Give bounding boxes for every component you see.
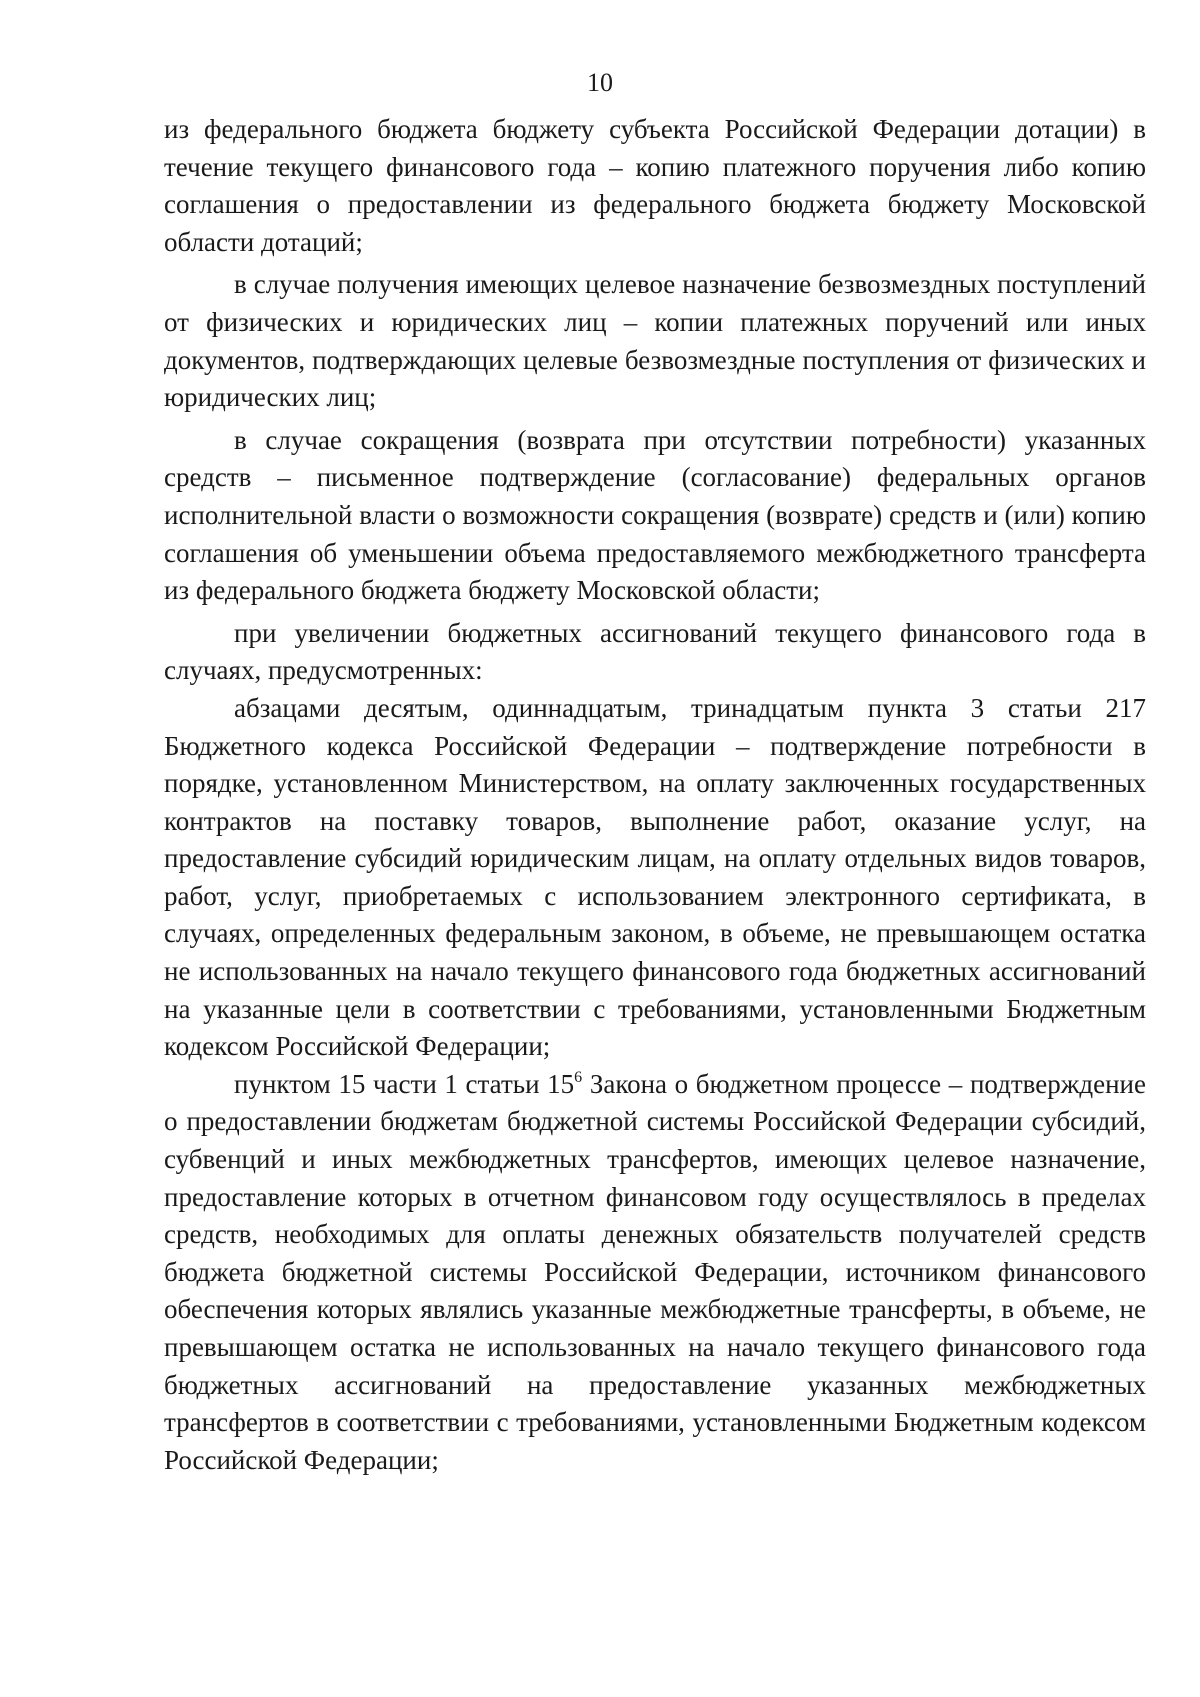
paragraph-continuation: из федерального бюджета бюджету субъекта Российской Федерации дотации) в течение текущего финансового года – копию платежного поручения либо копию соглашения о предоставлении из федерального бюджета бюджету Московской области дотаций; xyxy=(164,114,1146,257)
article-superscript: 6 xyxy=(574,1068,583,1086)
paragraph-article-217: абзацами десятым, одиннадцатым, тринадцатым пункта 3 статьи 217 Бюджетного кодекса Российской Федерации – подтверждение потребности в порядке, установленном Министерством, на оплату заключенных государственных контрактов на поставку товаров, выполнение работ, оказание услуг, на предоставление субсидий юридическим лицам, на оплату отдельных видов товаров, работ, услуг, приобретаемых с использованием электронного сертификата, в случаях, определенных федеральным законом, в объеме, не превышающем остатка не использованных на начало текущего финансового года бюджетных ассигнований на указанные цели в соответствии с требованиями, установленными Бюджетным кодексом Российской Федерации; xyxy=(164,692,1146,1062)
paragraph-article-15-6-rest: Закона о бюджетном процессе – подтверждение о предоставлении бюджетам бюджетной системы Российской Федерации субсидий, субвенций и иных межбюджетных трансфертов, имеющих целевое назначение, предоставление которых в отчетном финансовом году осуществлялось в пределах средств, необходимых для оплаты денежных обязательств получателей средств бюджета бюджетной системы Российской Федерации, источником финансового обеспечения которых являлись указанные межбюджетные трансферты, в объеме, не превышающем остатка не использованных на начало текущего финансового года бюджетных ассигнований на предоставление указанных межбюджетных трансфертов в соответствии с требованиями, установленными Бюджетным кодексом Российской Федерации; xyxy=(164,1068,1146,1475)
document-body xyxy=(164,111,1146,1479)
paragraph-article-15-6 xyxy=(164,1066,1146,1480)
paragraph-increase: при увеличении бюджетных ассигнований текущего финансового года в случаях, предусмотренных: xyxy=(164,617,1146,686)
page-number: 10 xyxy=(587,68,613,97)
paragraph-article-15-6-start: пунктом 15 части 1 статьи 15 xyxy=(234,1068,575,1099)
paragraph-reduction: в случае сокращения (возврата при отсутствии потребности) указанных средств – письменное подтверждение (согласование) федеральных органов исполнительной власти о возможности сокращения (возврате) средств и (или) копию соглашения об уменьшении объема предоставляемого межбюджетного трансферта из федерального бюджета бюджету Московской области; xyxy=(164,424,1146,606)
paragraph-donations: в случае получения имеющих целевое назначение безвозмездных поступлений от физических и юридических лиц – копии платежных поручений или иных документов, подтверждающих целевые безвозмездные поступления от физических и юридических лиц; xyxy=(164,269,1146,413)
